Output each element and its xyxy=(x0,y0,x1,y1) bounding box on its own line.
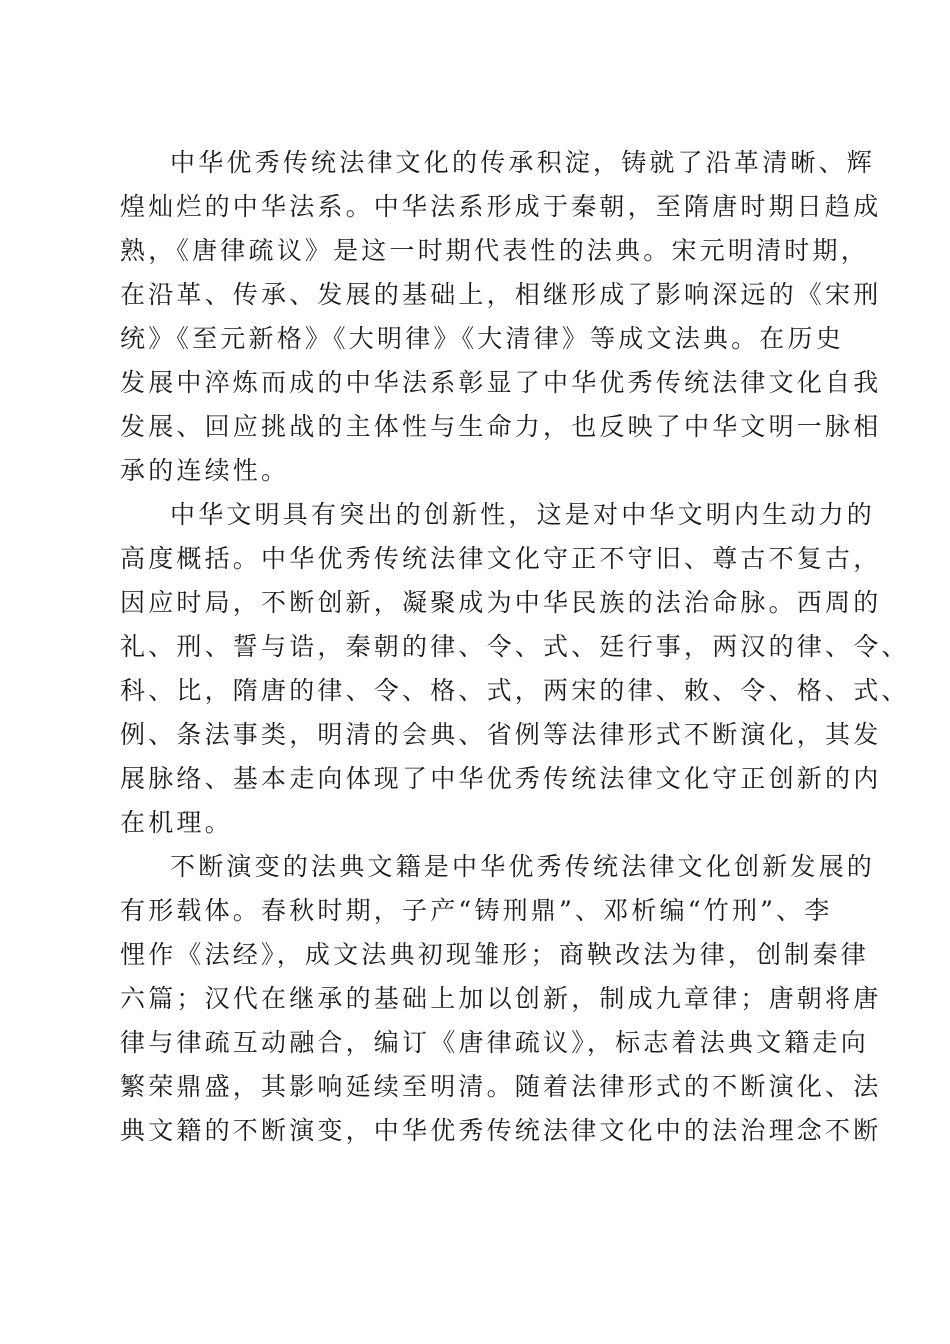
paragraph-line: 承的连续性。 xyxy=(120,456,290,485)
paragraph-line: 在沿革、传承、发展的基础上，相继形成了影响深远的《宋刑 xyxy=(120,280,882,309)
paragraph-line: 发展中淬炼而成的中华法系彰显了中华优秀传统法律文化自我 xyxy=(120,368,882,397)
paragraph-line: 例、条法事类，明清的会典、省例等法律形式不断演化，其发 xyxy=(120,720,882,749)
paragraph-line: 中华文明具有突出的创新性，这是对中华文明内生动力的 xyxy=(170,500,876,529)
paragraph-line: 六篇；汉代在继承的基础上加以创新，制成九章律；唐朝将唐 xyxy=(120,984,882,1013)
paragraph-line: 悝作《法经》，成文法典初现雏形；商鞅改法为律，创制秦律 xyxy=(120,940,869,969)
paragraph-line: 不断演变的法典文籍是中华优秀传统法律文化创新发展的 xyxy=(170,852,876,881)
paragraph-line: 展脉络、基本走向体现了中华优秀传统法律文化守正创新的内 xyxy=(120,764,882,793)
paragraph-1 xyxy=(120,141,882,493)
paragraph-line: 高度概括。中华优秀传统法律文化守正不守旧、尊古不复古， xyxy=(120,544,882,573)
paragraph-line: 发展、回应挑战的主体性与生命力，也反映了中华文明一脉相 xyxy=(120,412,882,441)
paragraph-3 xyxy=(120,845,882,1153)
paragraph-line: 煌灿烂的中华法系。中华法系形成于秦朝，至隋唐时期日趋成 xyxy=(120,192,882,221)
paragraph-line: 熟，《唐律疏议》是这一时期代表性的法典。宋元明清时期， xyxy=(120,236,869,265)
paragraph-line: 有形载体。春秋时期，子产“铸刑鼎”、邓析编“竹刑”、李 xyxy=(120,896,833,925)
paragraph-line: 礼、刑、誓与诰，秦朝的律、令、式、廷行事，两汉的律、令、 xyxy=(120,632,910,661)
paragraph-line: 因应时局，不断创新，凝聚成为中华民族的法治命脉。西周的 xyxy=(120,588,882,617)
document-body xyxy=(120,141,910,1153)
paragraph-line: 统》《至元新格》《大明律》《大清律》等成文法典。在历史 xyxy=(120,324,844,353)
paragraph-line: 繁荣鼎盛，其影响延续至明清。随着法律形式的不断演化、法 xyxy=(120,1072,882,1101)
paragraph-line: 典文籍的不断演变，中华优秀传统法律文化中的法治理念不断 xyxy=(120,1116,882,1145)
paragraph-line: 在机理。 xyxy=(120,808,233,837)
paragraph-line: 科、比，隋唐的律、令、格、式，两宋的律、敕、令、格、式、 xyxy=(120,676,910,705)
paragraph-line: 中华优秀传统法律文化的传承积淀，铸就了沿革清晰、辉 xyxy=(170,148,876,177)
paragraph-2 xyxy=(120,493,910,845)
paragraph-line: 律与律疏互动融合，编订《唐律疏议》，标志着法典文籍走向 xyxy=(120,1028,869,1057)
